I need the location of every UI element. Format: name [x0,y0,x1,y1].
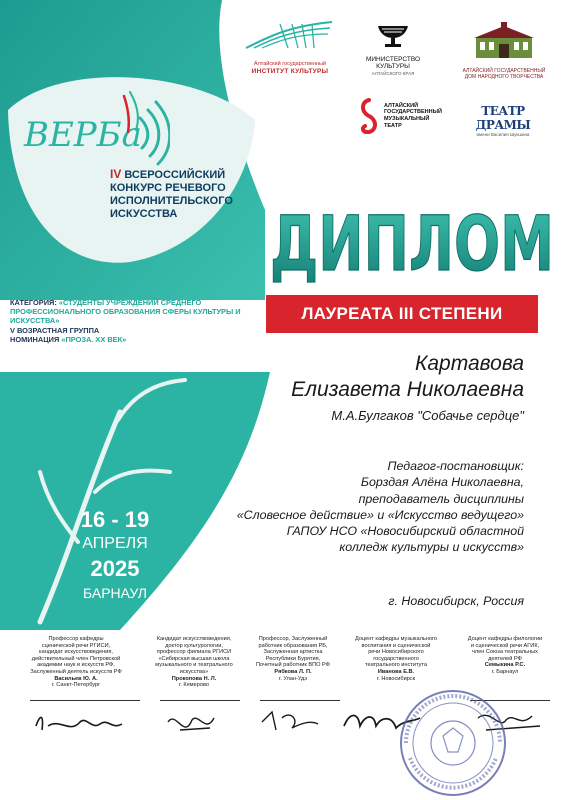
jury5-line: и сценической речи АГИК, [470,642,540,649]
event-dates [60,508,170,604]
drama-theatre-logo [458,104,548,137]
jury2-line: «Сибирская высшая школа [158,655,230,662]
music-line2: ГОСУДАРСТВЕННЫЙ [384,109,442,116]
asiik-line2: ИНСТИТУТ КУЛЬТУРЫ [251,67,329,75]
jury1-line: Заслуженный деятель искусств РФ [30,668,122,675]
nomination-label: НОМИНАЦИЯ [10,334,60,344]
jury-member-5 [450,636,560,689]
ministry-line3: АЛТАЙСКОГО КРАЯ [371,70,415,76]
jury1-line: действительный член Петровской [31,655,121,662]
jury4-line: Доцент кафедры музыкального [354,636,438,642]
jury-member-3 [244,636,342,689]
festival-title-line4: ИСКУССТВА [110,208,178,220]
jury2-line: искусства» [179,668,209,675]
jury2-name: Прокопова Н. Л. [171,675,217,682]
date-year: 2025 [90,556,140,581]
music-theatre-logo [358,98,448,134]
jury-member-1 [8,636,144,689]
date-range: 16 - 19 [80,507,150,532]
jury2-line: Кандидат искусствоведения, [156,636,232,642]
jury-signatures [8,636,560,689]
teacher-line3: преподаватель дисциплины [358,491,524,506]
diploma-title-text: ДИПЛОМ [270,199,554,286]
date-month: АПРЕЛЯ [82,535,148,552]
recipient-city: г. Новосибирск, Россия [388,594,524,608]
jury1-city: г. Санкт-Петербург [51,682,101,689]
jury4-line: государственного [373,655,419,662]
jury1-line: сценической речи РГИСИ, [41,642,111,649]
drama-line1: ТЕАТР ДРАМЫ [475,104,531,132]
jury3-line: Почетный работник ВПО РФ [256,662,330,669]
jury5-city: г. Барнаул [491,668,519,675]
drama-line2: имени Василия Шукшина [476,132,530,137]
jury-member-4 [342,636,450,689]
ministry-logo [358,22,428,76]
teacher-line6: колледж культуры и искусств» [339,540,524,555]
teacher-line5: ГАПОУ НСО «Новосибирский областной [286,524,524,539]
jury1-line: академии наук и искусств РФ, [37,662,115,669]
asiik-emblem-icon [240,18,340,56]
teacher-block [224,458,524,556]
jury1-name: Васильев Ю. А. [54,675,98,682]
teacher-line2: Борздая Алёна Николаевна, [360,475,524,490]
recipient-name: Елизавета Николаевна [291,378,524,401]
building-icon [472,22,536,60]
diploma-title [262,178,562,286]
event-place: БАРНАУЛ [82,585,147,601]
jury3-name: Рябкова Л. П. [274,668,312,675]
jury2-line: профессор филиала РГИСИ [156,649,232,656]
jury4-city: г. Новосибирск [376,675,416,682]
nomination-value: «ПРОЗА. XX ВЕК» [61,334,127,344]
chalice-icon [376,22,410,48]
asiik-line1: Алтайский государственный [253,61,327,67]
teacher-line1: Педагог-постановщик: [387,459,524,473]
jury2-line: музыкального и театрального [155,662,233,669]
festival-title-line2: КОНКУРС РЕЧЕВОГО [110,182,226,194]
dnt-logo [448,22,560,80]
jury2-city: г. Кемерово [178,682,210,689]
jury4-line: речи Новосибирского [368,649,424,656]
category-value: «СТУДЕНТЫ УЧРЕЖДЕНИЙ СРЕДНЕГО ПРОФЕССИОНАЛЬНОГО ОБРАЗОВАНИЯ СФЕРЫ КУЛЬТУРЫ И ИСКУССТВА» [10,298,241,326]
jury5-line: деятелей РФ [488,655,522,662]
recipient-surname: Картавова [414,352,524,375]
category-label: КАТЕГОРИЯ: [10,298,57,307]
jury5-name: Семыкина Р.С. [484,662,526,669]
age-group: V ВОЗРАСТНАЯ ГРУППА [10,325,100,335]
dnt-line2: ДОМ НАРОДНОГО ТВОРЧЕСТВА [464,74,544,80]
laureate-degree: ЛАУРЕАТА III СТЕПЕНИ [266,295,538,333]
performed-work: М.А.Булгаков "Собачье сердце" [331,408,524,423]
music-line1: АЛТАЙСКИЙ [384,102,419,109]
festival-title-line1: ВСЕРОССИЙСКИЙ [124,169,226,181]
ministry-line1: МИНИСТЕРСТВО [365,56,421,63]
jury5-line: Доцент кафедры филологии [467,636,543,642]
dnt-line1: АЛТАЙСКИЙ ГОСУДАРСТВЕННЫЙ [462,68,546,74]
ministry-line2: КУЛЬТУРЫ [376,63,410,71]
signature-1 [36,717,122,730]
jury3-line: Профессор, Заслуженный [258,636,328,642]
jury1-line: кандидат искусствоведения, [39,649,113,656]
jury4-line: театрального института [364,662,428,669]
treble-clef-icon [358,98,380,134]
verba-wordmark: ВЕРБа [24,115,142,155]
signature-2 [168,718,214,730]
festival-title-line3: ИСПОЛНИТЕЛЬСКОГО [110,195,233,207]
jury4-line: воспитания и сценической [361,642,431,649]
music-line3: МУЗЫКАЛЬНЫЙ [384,116,430,122]
official-stamp [398,688,508,798]
jury3-city: г. Улан-Удэ [278,675,308,682]
music-line4: ТЕАТР [384,122,402,129]
asiik-logo [240,18,340,75]
jury3-line: работник образования РБ, [258,642,328,649]
jury3-line: Заслуженная артистка [263,649,323,656]
jury4-name: Иванова Е.В. [377,668,415,675]
jury2-line: доктор культурологии, [165,642,223,649]
festival-title [110,168,260,221]
festival-number: IV [110,167,122,181]
jury-member-2 [144,636,244,689]
jury1-line: Профессор кафедры [48,636,104,642]
category-block [10,298,270,344]
jury5-line: член Союза театральных [472,649,538,656]
signature-3 [262,712,318,730]
jury3-line: Республики Бурятия, [265,655,321,662]
teacher-line4: «Словесное действие» и «Искусство ведущего» [236,507,524,522]
verba-logo [20,88,170,168]
